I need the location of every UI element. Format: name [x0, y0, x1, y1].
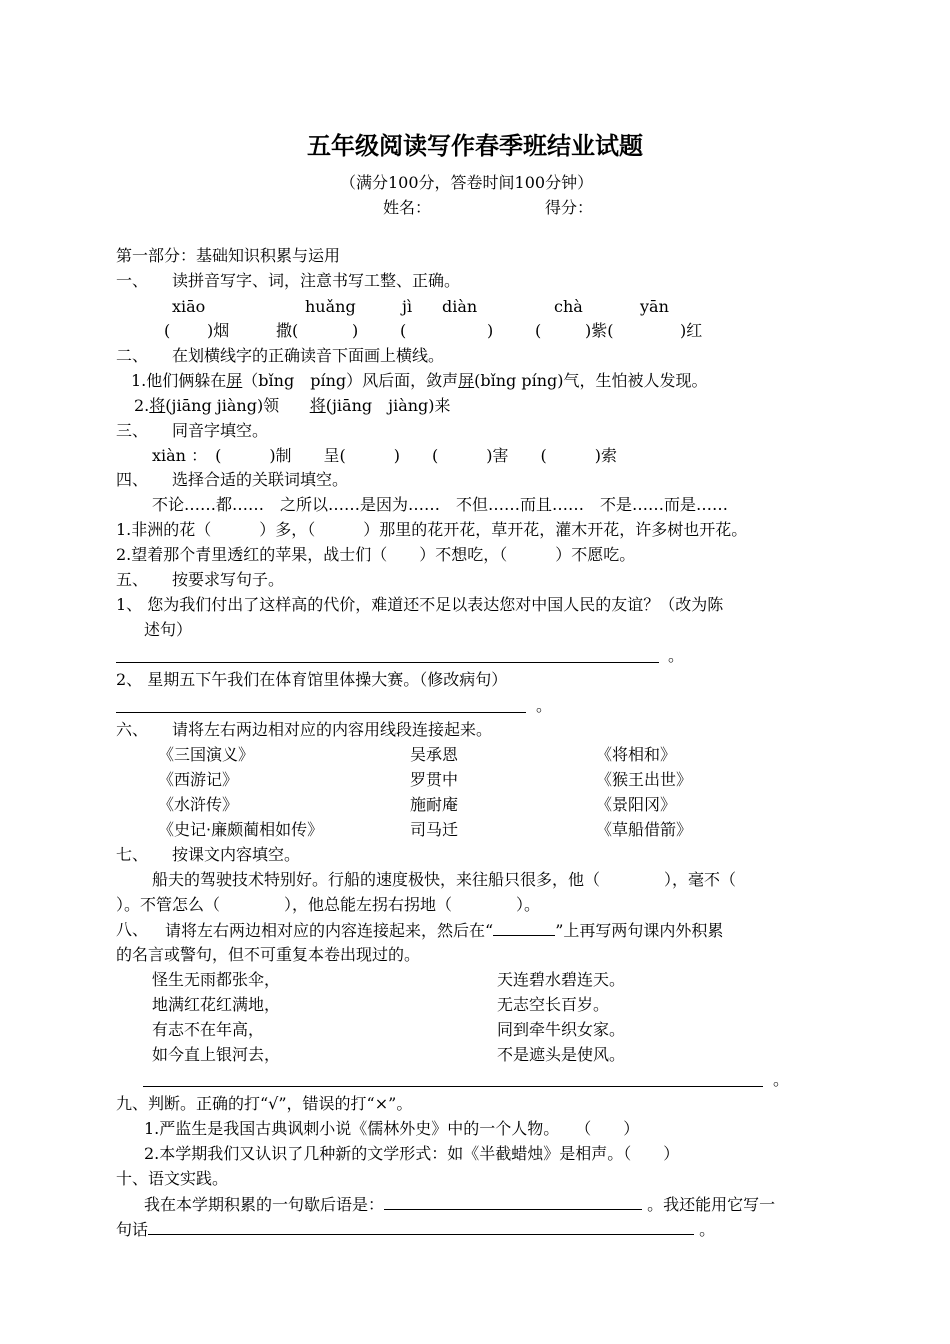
q1-pinyin-6: yān — [640, 297, 669, 316]
q1-pinyin-3: jì — [402, 297, 413, 316]
q8-period: 。 — [773, 1070, 790, 1089]
q8-left-item: 有志不在年高， — [152, 1020, 265, 1039]
score-label: 得分： — [545, 198, 594, 217]
q6-right-item: 《猴王出世》 — [596, 770, 693, 789]
q5-answer-line-1[interactable] — [116, 662, 659, 663]
q1-paren-4: ) — [352, 321, 359, 340]
q1-text: 读拼音写字、词，注意书写工整、正确。 — [172, 271, 461, 290]
q1-paren-1: ( — [164, 321, 171, 340]
q5-sentence-2: 2、 星期五下午我们在体育馆里体操大赛。（修改病句） — [116, 670, 508, 689]
q1-paren-2: )烟 — [207, 321, 230, 340]
q1-paren-9: )红 — [680, 321, 703, 340]
q5-period-1: 。 — [668, 646, 685, 665]
q6-right-item: 《景阳冈》 — [596, 795, 677, 814]
q8-right-item: 天连碧水碧连天。 — [497, 970, 626, 989]
q8-text-2: 的名言或警句，但不可重复本卷出现过的。 — [116, 945, 421, 964]
q9-item-2: 2.本学期我们又认识了几种新的文学形式：如《半截蜡烛》是相声。（ ） — [144, 1144, 680, 1163]
q4-sentence-1: 1.非洲的花（ ）多，（ ）那里的花开花，草开花，灌木开花，许多树也开花。 — [116, 520, 748, 539]
q6-middle-item: 罗贯中 — [410, 770, 459, 789]
q6-middle-item: 施耐庵 — [410, 795, 459, 814]
q10-paragraph-2: 句话 。 — [116, 1220, 716, 1239]
q1-pinyin-2: huǎng — [305, 297, 356, 316]
q6-right-item: 《草船借箭》 — [596, 820, 693, 839]
q3-number: 三、 — [116, 421, 149, 440]
q7-text: 按课文内容填空。 — [172, 845, 301, 864]
q1-paren-3: 撒( — [276, 321, 299, 340]
q8-right-item: 不是遮头是使风。 — [497, 1045, 626, 1064]
q6-left-item: 《西游记》 — [158, 770, 239, 789]
subtitle: （满分100分，答卷时间100分钟） — [340, 173, 594, 192]
q7-paragraph-2: ）。不管怎么（ ），他总能左拐右拐地（ ）。 — [116, 895, 541, 914]
q1-pinyin-4: diàn — [442, 297, 478, 316]
q8-left-item: 如今直上银河去， — [152, 1045, 281, 1064]
q8-right-item: 同到牵牛织女家。 — [497, 1020, 626, 1039]
q8-right-item: 无志空长百岁。 — [497, 995, 610, 1014]
q5-answer-line-2[interactable] — [116, 712, 526, 713]
q8-number: 八、 — [116, 920, 149, 939]
q2-sentence-1: 1.他们俩躲在屏（bǐng píng）风后面，敛声屏(bǐng píng)气，生怕被人发现。 — [131, 371, 708, 390]
q5-sentence-1a: 1、 您为我们付出了这样高的代价，难道还不足以表达您对中国人民的友谊？（改为陈 — [116, 595, 724, 614]
q6-number: 六、 — [116, 720, 149, 739]
q10-answer-blank-1[interactable] — [384, 1194, 642, 1210]
part1-heading: 第一部分：基础知识积累与运用 — [116, 246, 341, 265]
q10-paragraph-1: 我在本学期积累的一句歇后语是： 。我还能用它写一 — [144, 1195, 776, 1214]
q6-left-item: 《水浒传》 — [158, 795, 239, 814]
q1-paren-8: )紫( — [585, 321, 614, 340]
q4-sentence-2: 2.望着那个青里透红的苹果，战士们（ ）不想吃，（ ）不愿吃。 — [116, 545, 636, 564]
q2-sentence-2: 2.将(jiāng jiàng)领 将(jiāng jiàng)来 — [134, 396, 451, 415]
q6-left-item: 《史记·廉颇蔺相如传》 — [158, 820, 324, 839]
name-label: 姓名： — [383, 198, 432, 217]
q6-middle-item: 司马迁 — [410, 820, 459, 839]
q9-item-1: 1.严监生是我国古典讽刺小说《儒林外史》中的一个人物。 （ ） — [144, 1119, 640, 1138]
q1-paren-7: ( — [535, 321, 542, 340]
q5-number: 五、 — [116, 570, 149, 589]
q1-number: 一、 — [116, 271, 149, 290]
q8-answer-line[interactable] — [143, 1086, 763, 1087]
q10-text: 十、语文实践。 — [116, 1169, 229, 1188]
q9-text: 九、判断。正确的打“√”，错误的打“×”。 — [116, 1094, 413, 1113]
q1-pinyin-5: chà — [554, 297, 583, 316]
q6-text: 请将左右两边相对应的内容用线段连接起来。 — [172, 720, 493, 739]
page-title: 五年级阅读写作春季班结业试题 — [307, 131, 643, 160]
q10-answer-blank-2[interactable] — [148, 1219, 694, 1235]
q5-text: 按要求写句子。 — [172, 570, 285, 589]
q7-number: 七、 — [116, 845, 149, 864]
q3-line: xiàn ： ( )制 呈( ) ( )害 ( )索 — [152, 446, 618, 465]
q8-left-item: 地满红花红满地， — [152, 995, 281, 1014]
q4-text: 选择合适的关联词填空。 — [172, 470, 349, 489]
q8-text: 请将左右两边相对应的内容连接起来，然后在“ ”上再写两句课内外积累 — [165, 921, 724, 940]
q1-paren-6: ) — [487, 321, 494, 340]
q3-text: 同音字填空。 — [172, 421, 269, 440]
q7-paragraph-1: 船夫的驾驶技术特别好。行船的速度极快，来往船只很多，他（ ），毫不（ — [152, 870, 737, 889]
q8-left-item: 怪生无雨都张伞， — [152, 970, 281, 989]
q2-text: 在划横线字的正确读音下面画上横线。 — [172, 346, 445, 365]
q4-options: 不论……都…… 之所以……是因为…… 不但……而且…… 不是……而是…… — [152, 495, 729, 514]
q1-paren-5: ( — [400, 321, 407, 340]
q6-left-item: 《三国演义》 — [158, 745, 255, 764]
q4-number: 四、 — [116, 470, 149, 489]
q5-sentence-1b: 述句） — [144, 620, 193, 639]
q2-number: 二、 — [116, 346, 149, 365]
q5-period-2: 。 — [536, 696, 553, 715]
q1-pinyin-1: xiāo — [172, 297, 206, 316]
q8-inline-blank — [493, 920, 555, 936]
q6-right-item: 《将相和》 — [596, 745, 677, 764]
q6-middle-item: 吴承恩 — [410, 745, 459, 764]
